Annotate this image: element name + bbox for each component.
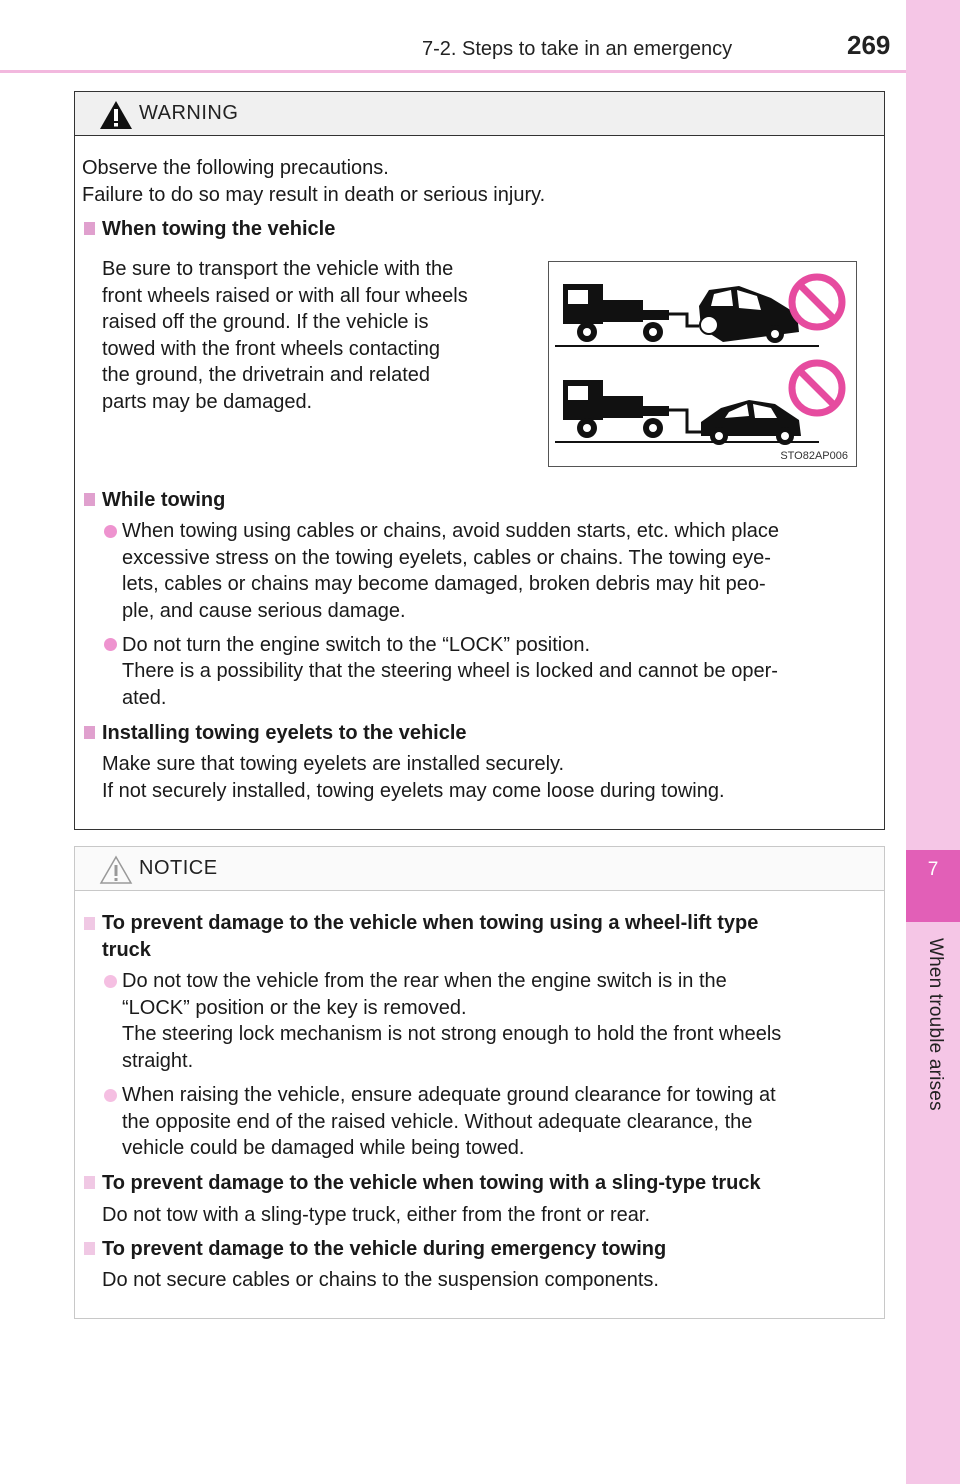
while-towing-heading: While towing (102, 489, 226, 511)
figure-code: STO82AP006 (780, 450, 848, 462)
bullet-dot (104, 1089, 117, 1102)
page-number: 269 (847, 30, 891, 60)
section-marker (84, 1242, 95, 1255)
wheel-lift-heading-line: truck (102, 939, 151, 961)
notice-title: NOTICE (139, 857, 218, 879)
emergency-heading: To prevent damage to the vehicle during emergency towing (102, 1238, 667, 1260)
eyelets-text-line: If not securely installed, towing eyelets may come loose during towing. (102, 780, 725, 802)
while-bullet-line: lets, cables or chains may become damaged, broken debris may hit peo- (122, 573, 766, 595)
chapter-number: 7 (906, 850, 960, 922)
while-bullet-line: ated. (122, 687, 167, 709)
towing-text-line: the ground, the drivetrain and related (102, 364, 430, 386)
section-title: 7-2. Steps to take in an emergency (422, 38, 733, 60)
wheel-lift-bullet-line: The steering lock mechanism is not strong enough to hold the front wheels (122, 1023, 782, 1045)
towing-heading: When towing the vehicle (102, 218, 336, 240)
warning-intro-line: Failure to do so may result in death or serious injury. (82, 184, 546, 206)
towing-text-line: towed with the front wheels contacting (102, 338, 440, 360)
towing-text-line: raised off the ground. If the vehicle is (102, 311, 429, 333)
sling-text: Do not tow with a sling-type truck, either from the front or rear. (102, 1204, 651, 1226)
section-marker (84, 726, 95, 739)
bullet-dot (104, 975, 117, 988)
section-marker (84, 493, 95, 506)
while-bullet-line: excessive stress on the towing eyelets, cables or chains. The towing eye- (122, 547, 771, 569)
wheel-lift-bullet-line: “LOCK” position or the key is removed. (122, 997, 467, 1019)
wheel-lift-bullet-line: vehicle could be damaged while being towed. (122, 1137, 525, 1159)
while-bullet-line: There is a possibility that the steering wheel is locked and cannot be oper- (122, 660, 778, 682)
bullet-dot (104, 638, 117, 651)
wheel-lift-bullet-line: straight. (122, 1050, 194, 1072)
wheel-lift-heading-line: To prevent damage to the vehicle when towing using a wheel-lift type (102, 912, 759, 934)
warning-header (75, 92, 884, 136)
warning-title: WARNING (139, 102, 239, 124)
eyelets-heading: Installing towing eyelets to the vehicle (102, 722, 467, 744)
emergency-text: Do not secure cables or chains to the suspension components. (102, 1269, 659, 1291)
section-marker (84, 917, 95, 930)
section-marker (84, 1176, 95, 1189)
section-marker (84, 222, 95, 235)
towing-illustration (548, 261, 857, 467)
notice-header (75, 847, 884, 891)
caution-icon (99, 855, 133, 885)
wheel-lift-bullet-line: the opposite end of the raised vehicle. Without adequate clearance, the (122, 1111, 753, 1133)
tow-truck-illustration (549, 262, 856, 466)
towing-text-line: Be sure to transport the vehicle with the (102, 258, 454, 280)
while-bullet-line: When towing using cables or chains, avoid sudden starts, etc. which place (122, 520, 780, 542)
chapter-side-tab (906, 0, 960, 1484)
warning-intro-line: Observe the following precautions. (82, 157, 389, 179)
sling-heading: To prevent damage to the vehicle when towing with a sling-type truck (102, 1172, 761, 1194)
eyelets-text-line: Make sure that towing eyelets are installed securely. (102, 753, 565, 775)
while-bullet-line: Do not turn the engine switch to the “LOCK” position. (122, 634, 591, 656)
chapter-title: When trouble arises (925, 938, 946, 1111)
towing-text-line: parts may be damaged. (102, 391, 313, 413)
wheel-lift-bullet-line: When raising the vehicle, ensure adequate ground clearance for towing at (122, 1084, 776, 1106)
header-divider (0, 70, 906, 73)
warning-icon (99, 100, 133, 130)
wheel-lift-bullet-line: Do not tow the vehicle from the rear when the engine switch is in the (122, 970, 727, 992)
towing-text-line: front wheels raised or with all four wheels (102, 285, 468, 307)
while-bullet-line: ple, and cause serious damage. (122, 600, 406, 622)
bullet-dot (104, 525, 117, 538)
